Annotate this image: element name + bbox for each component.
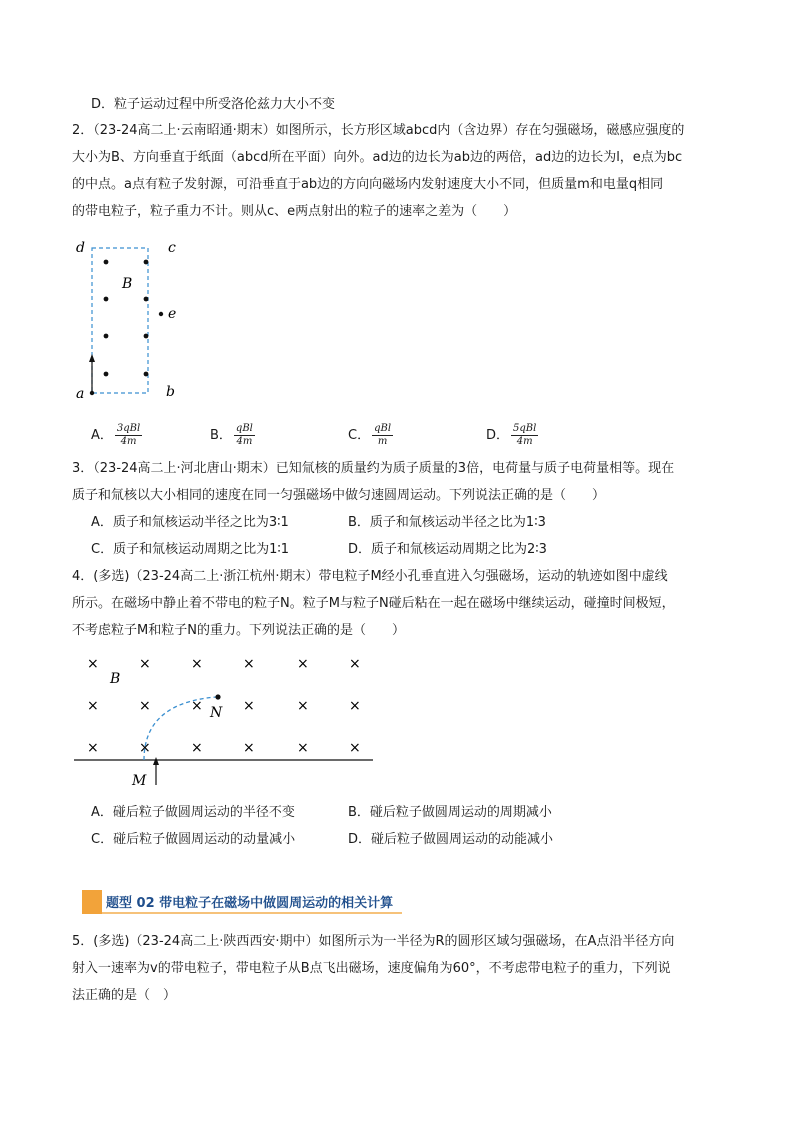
label-b: b [166,384,175,400]
q4-stem-line3: 不考虑粒子M和粒子N的重力。下列说法正确的是（ ） [72,623,405,638]
cross-mark: × [87,656,99,672]
cross-mark: × [349,698,361,714]
cross-mark: × [87,698,99,714]
cross-mark: × [243,740,255,756]
particle-n [215,694,220,699]
q2-option-d[interactable]: D． $\frac{\text{5qBl}}{4m}$ [486,423,537,447]
q2-stem-line4: 的带电粒子，粒子重力不计。则从c、e两点射出的粒子的速率之差为（ ） [72,204,517,219]
q4-option-b[interactable]: B．碰后粒子做圆周运动的周期减小 [348,805,552,820]
cross-mark: × [243,656,255,672]
arrow-head [89,354,95,362]
q3-stem-line1: 3．（23-24高二上·河北唐山·期末）已知氚核的质量约为质子质量的3倍，电荷量与质子电荷量相等。现在 [72,461,675,476]
section-underline [102,912,402,914]
q4-option-c[interactable]: C．碰后粒子做圆周运动的动量减小 [91,832,296,847]
q4-stem-line1: 4．(多选)（23-24高二上·浙江杭州·期末）带电粒子M经小孔垂直进入匀强磁场，运动的轨迹如图中虚线 [72,569,668,584]
q1-option-d: D．粒子运动过程中所受洛伦兹力大小不变 [91,97,336,112]
q2-stem-line3: 的中点。a点有粒子发射源，可沿垂直于ab边的方向向磁场内发射速度大小不同，但质量m和电量q相同 [72,177,664,192]
label-B: B [122,276,133,292]
q2-stem-line2: 大小为B、方向垂直于纸面（abcd所在平面）向外。ad边的边长为ab边的两倍，ad边的边长为l，e点为bc [72,150,683,165]
label-a: a [76,386,85,402]
label-e: e [168,306,177,322]
q2-stem-line1: 2．（23-24高二上·云南昭通·期末）如图所示，长方形区域abcd内（含边界）存在匀强磁场，磁感应强度的 [72,123,685,138]
q3-option-d[interactable]: D．质子和氚核运动周期之比为2∶3 [348,542,547,557]
cross-mark: × [349,740,361,756]
cross-mark: × [191,740,203,756]
cross-mark: × [87,740,99,756]
entry-arrow-head [153,757,159,765]
cross-mark: × [139,740,151,756]
section-title: 题型 02 带电粒子在磁场中做圆周运动的相关计算 [106,896,394,911]
q2-option-c[interactable]: C． $\frac{\text{qBl}}{m}$ [348,423,392,447]
q5-stem-line1: 5．(多选)（23-24高二上·陕西西安·期中）如图所示为一半径为R的圆形区域匀强磁场，在A点沿半径方向 [72,934,675,949]
trajectory-arc [144,697,216,760]
q4-option-d[interactable]: D．碰后粒子做圆周运动的动能减小 [348,832,554,847]
label-B: B [110,671,121,687]
label-d: d [76,240,85,256]
q4-option-a[interactable]: A．碰后粒子做圆周运动的半径不变 [91,805,295,820]
q4-stem-line2: 所示。在磁场中静止着不带电的粒子N。粒子M与粒子N碰后粘在一起在磁场中继续运动，碰撞时间极短， [72,596,675,611]
field-crosses [87,656,361,756]
q2-figure [70,236,190,404]
cross-mark: × [243,698,255,714]
cross-mark: × [191,698,203,714]
label-N: N [210,705,223,721]
cross-mark: × [139,698,151,714]
cross-mark: × [349,656,361,672]
cross-mark: × [139,656,151,672]
q2-option-a[interactable]: A． $\frac{\text{3qBl}}{4m}$ [91,423,141,447]
q2-option-b[interactable]: B． $\frac{\text{qBl}}{4m}$ [210,423,253,447]
q4-figure [70,645,380,793]
cross-mark: × [191,656,203,672]
section-accent-icon [82,890,102,914]
q3-option-a[interactable]: A．质子和氚核运动半径之比为3∶1 [91,515,289,530]
label-c: c [168,240,176,256]
q3-stem-line2: 质子和氚核以大小相同的速度在同一匀强磁场中做匀速圆周运动。下列说法正确的是（ ） [72,488,606,503]
q3-option-c[interactable]: C．质子和氚核运动周期之比为1∶1 [91,542,290,557]
cross-mark: × [297,656,309,672]
label-M: M [132,773,147,789]
cross-mark: × [297,698,309,714]
rectangle-abcd [92,248,148,393]
cross-mark: × [297,740,309,756]
q5-stem-line2: 射入一速率为v的带电粒子，带电粒子从B点飞出磁场，速度偏角为60°，不考虑带电粒子的重力，下列说 [72,961,671,976]
q3-option-b[interactable]: B．质子和氚核运动半径之比为1∶3 [348,515,546,530]
q5-stem-line3: 法正确的是（ ） [72,988,177,1003]
